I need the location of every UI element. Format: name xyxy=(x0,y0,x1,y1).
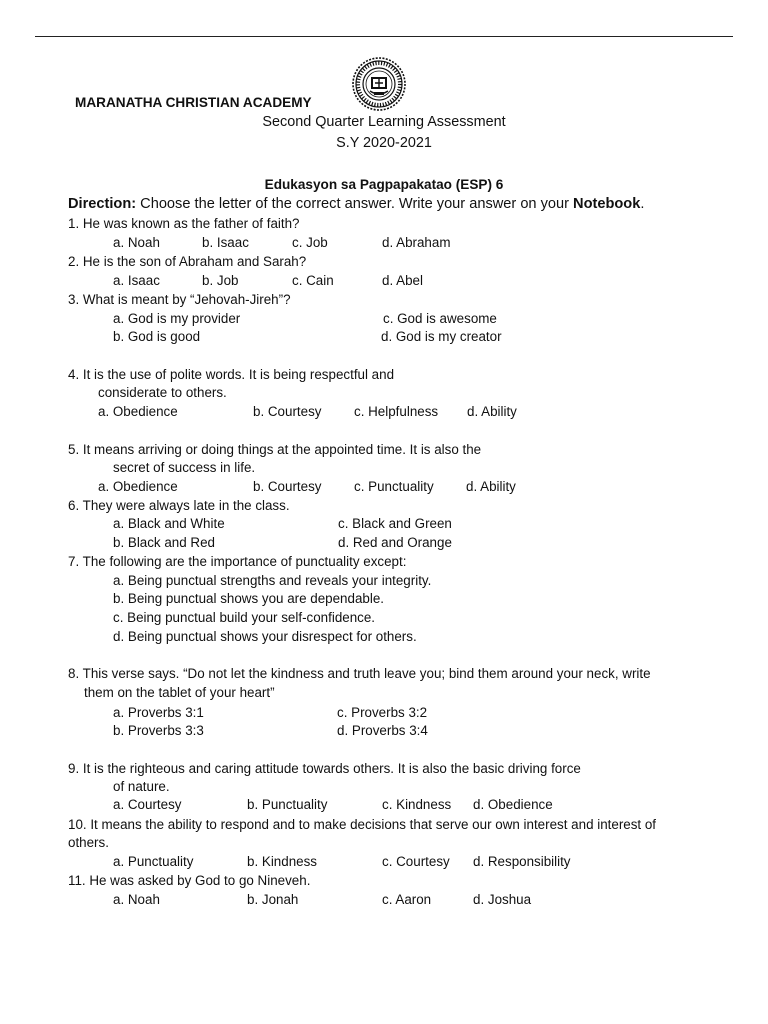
question-8: 8. This verse says. “Do not let the kindness and truth leave you; bind them around your neck, write xyxy=(68,666,651,681)
top-rule xyxy=(35,36,733,37)
question-1: 1. He was known as the father of faith? xyxy=(68,216,300,231)
choice-1d: d. Abraham xyxy=(382,235,451,250)
choice-10c: c. Courtesy xyxy=(382,854,450,869)
direction-text: Choose the letter of the correct answer. Write your answer on your xyxy=(136,196,574,212)
question-10-cont: others. xyxy=(68,835,109,850)
choice-6d: d. Red and Orange xyxy=(338,535,452,550)
school-name: MARANATHA CHRISTIAN ACADEMY xyxy=(75,95,312,110)
choice-7a: a. Being punctual strengths and reveals your integrity. xyxy=(113,573,432,588)
question-6: 6. They were always late in the class. xyxy=(68,498,290,513)
choice-9b: b. Punctuality xyxy=(247,797,328,812)
choice-7b: b. Being punctual shows you are dependable. xyxy=(113,591,384,606)
question-2: 2. He is the son of Abraham and Sarah? xyxy=(68,254,307,269)
choice-10a: a. Punctuality xyxy=(113,854,194,869)
choice-10b: b. Kindness xyxy=(247,854,317,869)
choice-3b: b. God is good xyxy=(113,329,201,344)
question-11: 11. He was asked by God to go Nineveh. xyxy=(68,873,311,888)
assessment-title: Second Quarter Learning Assessment xyxy=(262,114,506,130)
question-9-cont: of nature. xyxy=(113,779,170,794)
question-10: 10. It means the ability to respond and to make decisions that serve our own interest and interest of xyxy=(68,817,657,832)
choice-8a: a. Proverbs 3:1 xyxy=(113,705,204,720)
choice-5a: a. Obedience xyxy=(98,479,178,494)
choice-1a: a. Noah xyxy=(113,235,160,250)
subject-title: Edukasyon sa Pagpapakatao (ESP) 6 xyxy=(264,177,504,192)
choice-11c: c. Aaron xyxy=(382,892,432,907)
choice-6c: c. Black and Green xyxy=(338,516,452,531)
choice-1b: b. Isaac xyxy=(202,235,249,250)
choice-5c: c. Punctuality xyxy=(354,479,434,494)
choice-2c: c. Cain xyxy=(292,273,334,288)
choice-7c: c. Being punctual build your self-confidence. xyxy=(113,610,376,625)
choice-5b: b. Courtesy xyxy=(253,479,322,494)
choice-4a: a. Obedience xyxy=(98,404,178,419)
choice-9a: a. Courtesy xyxy=(113,797,182,812)
choice-4d: d. Ability xyxy=(467,404,517,419)
school-seal-icon xyxy=(352,57,406,111)
choice-3a: a. God is my provider xyxy=(113,311,241,326)
choice-2b: b. Job xyxy=(202,273,239,288)
choice-1c: c. Job xyxy=(292,235,328,250)
choice-4b: b. Courtesy xyxy=(253,404,322,419)
choice-10d: d. Responsibility xyxy=(473,854,571,869)
choice-3d: d. God is my creator xyxy=(381,329,502,344)
choice-9c: c. Kindness xyxy=(382,797,452,812)
choice-6a: a. Black and White xyxy=(113,516,225,531)
question-3: 3. What is meant by “Jehovah-Jireh”? xyxy=(68,292,291,307)
choice-3c: c. God is awesome xyxy=(383,311,497,326)
choice-11a: a. Noah xyxy=(113,892,160,907)
choice-8b: b. Proverbs 3:3 xyxy=(113,723,204,738)
question-5-cont: secret of success in life. xyxy=(113,460,256,475)
choice-11b: b. Jonah xyxy=(247,892,299,907)
choice-9d: d. Obedience xyxy=(473,797,553,812)
choice-7d: d. Being punctual shows your disrespect for others. xyxy=(113,629,417,644)
question-4-cont: considerate to others. xyxy=(98,385,227,400)
direction-line xyxy=(68,196,644,213)
choice-4c: c. Helpfulness xyxy=(354,404,439,419)
choice-8c: c. Proverbs 3:2 xyxy=(337,705,428,720)
choice-8d: d. Proverbs 3:4 xyxy=(337,723,428,738)
choice-2a: a. Isaac xyxy=(113,273,160,288)
question-4: 4. It is the use of polite words. It is being respectful and xyxy=(68,367,395,382)
direction-emphasis: Notebook xyxy=(573,196,641,212)
choice-6b: b. Black and Red xyxy=(113,535,215,550)
question-9: 9. It is the righteous and caring attitude towards others. It is also the basic driving force xyxy=(68,761,581,776)
choice-5d: d. Ability xyxy=(466,479,516,494)
question-5: 5. It means arriving or doing things at the appointed time. It is also the xyxy=(68,442,482,457)
question-7: 7. The following are the importance of punctuality except: xyxy=(68,554,407,569)
school-year: S.Y 2020-2021 xyxy=(336,135,432,151)
choice-2d: d. Abel xyxy=(382,273,423,288)
choice-11d: d. Joshua xyxy=(473,892,532,907)
direction-label: Direction: xyxy=(68,196,137,212)
question-8-cont: them on the tablet of your heart” xyxy=(84,685,275,700)
direction-end: . xyxy=(640,196,645,212)
